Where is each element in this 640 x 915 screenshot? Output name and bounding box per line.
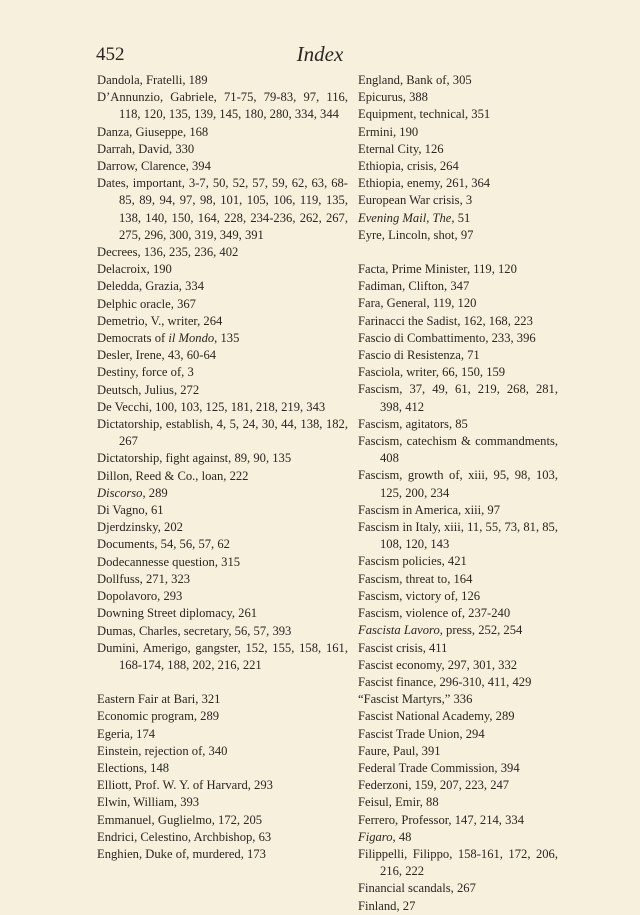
index-entry — [97, 382, 348, 399]
index-entry-text: Darrow, Clarence, 394 — [97, 159, 211, 174]
index-entry — [358, 743, 558, 760]
index-entry-text: Dopolavoro, 293 — [97, 589, 183, 604]
index-entry — [358, 519, 558, 553]
index-entry — [97, 640, 348, 674]
index-entry-italic: Figaro — [358, 829, 393, 844]
index-entry — [358, 347, 558, 364]
index-entry-text: Fascism, victory of, 126 — [358, 588, 481, 603]
index-entry — [97, 623, 348, 640]
index-entry — [358, 72, 558, 89]
index-entry — [358, 640, 558, 657]
index-entry — [97, 278, 348, 295]
index-entry — [97, 364, 348, 381]
index-entry — [97, 485, 348, 502]
index-entry-text: Economic program, 289 — [97, 709, 220, 724]
index-entry-text: Financial scandals, 267 — [358, 881, 476, 896]
index-entry — [358, 416, 558, 433]
index-entry-text: Fadiman, Clifton, 347 — [358, 279, 470, 294]
index-entry — [97, 72, 348, 89]
index-entry-text: Fascist economy, 297, 301, 332 — [358, 657, 518, 672]
index-entry — [97, 743, 348, 760]
index-entry-text: Delacroix, 190 — [97, 262, 172, 277]
index-entry — [358, 210, 558, 227]
index-entry-text: Elwin, William, 393 — [97, 795, 200, 810]
index-entry-text: Djerdzinsky, 202 — [97, 520, 183, 535]
index-entry-text: England, Bank of, 305 — [358, 73, 472, 87]
index-entry — [97, 708, 348, 725]
index-entry-text: Fascio di Combattimento, 233, 396 — [358, 330, 536, 345]
index-entry — [97, 605, 348, 622]
index-entry-text: Decrees, 136, 235, 236, 402 — [97, 245, 239, 260]
index-entry — [358, 691, 558, 708]
index-entry — [358, 760, 558, 777]
index-entry — [358, 846, 558, 880]
index-entry-text: Feisul, Emir, 88 — [358, 795, 439, 810]
index-entry-post: , 289 — [142, 485, 168, 500]
index-entry-text: Enghien, Duke of, murdered, 173 — [97, 846, 266, 861]
index-entry — [358, 571, 558, 588]
index-entry-italic: Evening Mail, The — [358, 210, 452, 225]
index-entry — [358, 313, 558, 330]
index-entry-text: Egeria, 174 — [97, 726, 156, 741]
index-entry-text: Documents, 54, 56, 57, 62 — [97, 537, 230, 552]
index-entry-text: Fascism, agitators, 85 — [358, 416, 468, 431]
index-entry-text: Fascism, catechism & commandments, 408 — [358, 434, 558, 466]
index-entry-text: Fascism, 37, 49, 61, 219, 268, 281, 398, 412 — [358, 382, 558, 414]
index-entry — [358, 657, 558, 674]
index-entry — [97, 691, 348, 708]
index-entry — [97, 261, 348, 278]
index-entry — [358, 295, 558, 312]
index-entry-text: Dumas, Charles, secretary, 56, 57, 393 — [97, 623, 292, 638]
index-entry — [358, 502, 558, 519]
index-entry — [358, 330, 558, 347]
index-entry-text: Delphic oracle, 367 — [97, 296, 196, 311]
index-entry-text: D’Annunzio, Gabriele, 71-75, 79-83, 97, 116, 118, 120, 135, 139, 145, 180, 280, 334, 344 — [97, 90, 348, 122]
index-entry-text: Dumini, Amerigo, gangster, 152, 155, 158, 161, 168-174, 188, 202, 216, 221 — [97, 640, 348, 672]
index-entry-text: Dollfuss, 271, 323 — [97, 571, 191, 586]
index-entry-pre: Democrats of — [97, 331, 169, 346]
index-entry — [97, 554, 348, 571]
index-entry-text: Filippelli, Filippo, 158-161, 172, 206, 216, 222 — [358, 846, 558, 879]
index-entry-text: Fascist National Academy, 289 — [358, 709, 515, 724]
index-entry-text: Federal Trade Commission, 394 — [358, 760, 520, 775]
index-entry-text: Ermini, 190 — [358, 124, 419, 139]
index-entry-text: Farinacci the Sadist, 162, 168, 223 — [358, 313, 533, 328]
index-entry — [97, 175, 348, 244]
index-entry — [358, 553, 558, 570]
index-entry-text: Ferrero, Professor, 147, 214, 334 — [358, 812, 524, 827]
index-entry — [358, 674, 558, 691]
index-entry — [358, 829, 558, 846]
index-entry-post: , 51 — [451, 210, 471, 225]
index-entry — [358, 726, 558, 743]
index-entry — [97, 794, 348, 811]
index-entry — [358, 467, 558, 501]
index-entry-text: Elliott, Prof. W. Y. of Harvard, 293 — [97, 778, 273, 793]
index-entry — [97, 416, 348, 450]
page-title: Index — [296, 42, 344, 66]
index-entry-text: Emmanuel, Guglielmo, 172, 205 — [97, 812, 263, 827]
index-entry-text: Fascism policies, 421 — [358, 554, 467, 569]
index-entry — [97, 571, 348, 588]
index-entry — [97, 244, 348, 261]
index-entry — [97, 347, 348, 364]
index-entry-text: Elections, 148 — [97, 760, 170, 775]
index-entry-text: Dillon, Reed & Co., loan, 222 — [97, 468, 249, 483]
index-entry-text: Fascism in America, xiii, 97 — [358, 502, 501, 517]
index-entry-text: Eyre, Lincoln, shot, 97 — [358, 227, 474, 242]
index-entry-text: “Fascist Martyrs,” 336 — [358, 692, 473, 707]
index-entry — [358, 106, 558, 123]
index-entry-text: Facta, Prime Minister, 119, 120 — [358, 262, 517, 277]
index-entry — [97, 812, 348, 829]
index-entry-text: Finland, 27 — [358, 898, 416, 913]
index-entry-text: Endrici, Celestino, Archbishop, 63 — [97, 829, 272, 844]
index-entry-text: Eternal City, 126 — [358, 141, 444, 156]
index-entry — [97, 536, 348, 553]
index-entry — [358, 794, 558, 811]
index-entry-text: Dictatorship, fight against, 89, 90, 135 — [97, 451, 292, 466]
page-number: 452 — [96, 44, 125, 65]
index-entry-text: Fascism, threat to, 164 — [358, 571, 473, 586]
index-entry-text: European War crisis, 3 — [358, 193, 473, 208]
index-entry-post: , 48 — [392, 829, 412, 844]
index-entry-text: Deutsch, Julius, 272 — [97, 382, 200, 397]
index-entry-text: Eastern Fair at Bari, 321 — [97, 692, 221, 707]
index-entry — [358, 381, 558, 415]
index-entry-text: Einstein, rejection of, 340 — [97, 743, 228, 758]
index-entry — [97, 89, 348, 123]
index-entry — [358, 605, 558, 622]
index-entry-text: Dandola, Fratelli, 189 — [97, 73, 208, 87]
index-entry — [358, 588, 558, 605]
index-entry — [97, 450, 348, 467]
index-entry-text: Fascism in Italy, xiii, 11, 55, 73, 81, 85, 108, 120, 143 — [358, 520, 558, 552]
index-entry — [97, 330, 348, 347]
index-entry — [358, 89, 558, 106]
index-entry — [358, 158, 558, 175]
index-entry-text: Ethiopia, enemy, 261, 364 — [358, 176, 491, 191]
index-entry — [97, 829, 348, 846]
index-entry — [97, 519, 348, 536]
index-entry-text: Fascist Trade Union, 294 — [358, 726, 485, 741]
index-entry-text: Equipment, technical, 351 — [358, 107, 491, 122]
index-column-left — [97, 72, 348, 863]
index-entry-italic: Discorso — [97, 485, 143, 500]
index-entry-text: Fascist crisis, 411 — [358, 640, 448, 655]
index-entry-text: Dodecannesse question, 315 — [97, 554, 241, 569]
index-entry — [358, 708, 558, 725]
index-entry-italic: il Mondo — [168, 331, 215, 346]
index-entry — [358, 364, 558, 381]
index-entry — [358, 227, 558, 244]
index-entry-text: Fasciola, writer, 66, 150, 159 — [358, 365, 506, 380]
index-entry-text: Faure, Paul, 391 — [358, 743, 441, 758]
index-entry-text: Ethiopia, crisis, 264 — [358, 159, 459, 174]
index-entry-text: Danza, Giuseppe, 168 — [97, 124, 209, 139]
index-entry — [97, 502, 348, 519]
index-entry — [97, 588, 348, 605]
index-entry — [358, 622, 558, 639]
index-entry — [358, 812, 558, 829]
index-entry-post: , 135 — [214, 331, 240, 346]
index-entry-text: Fara, General, 119, 120 — [358, 296, 477, 311]
index-entry — [97, 296, 348, 313]
index-entry-text: Darrah, David, 330 — [97, 141, 195, 156]
index-entry — [358, 898, 558, 915]
index-entry-text: Di Vagno, 61 — [97, 503, 164, 518]
index-entry — [97, 777, 348, 794]
index-entry-text: De Vecchi, 100, 103, 125, 181, 218, 219, 343 — [97, 399, 326, 414]
index-entry-post: , press, 252, 254 — [439, 623, 523, 638]
index-entry — [358, 192, 558, 209]
index-entry — [97, 158, 348, 175]
index-entry-text: Fascism, violence of, 237-240 — [358, 606, 511, 621]
index-entry — [358, 175, 558, 192]
index-entry — [358, 124, 558, 141]
index-entry — [97, 124, 348, 141]
index-entry-italic: Fascista Lavoro — [358, 623, 440, 638]
index-entry-text: Fascist finance, 296-310, 411, 429 — [358, 674, 532, 689]
index-entry-text: Dictatorship, establish, 4, 5, 24, 30, 44, 138, 182, 267 — [97, 417, 348, 449]
index-entry — [97, 726, 348, 743]
index-entry-text: Deledda, Grazia, 334 — [97, 279, 204, 294]
index-entry-text: Downing Street diplomacy, 261 — [97, 606, 258, 621]
index-entry — [97, 313, 348, 330]
index-entry-text: Desler, Irene, 43, 60-64 — [97, 348, 217, 363]
index-entry — [97, 846, 348, 863]
index-entry-text: Fascio di Resistenza, 71 — [358, 348, 480, 363]
index-entry — [358, 777, 558, 794]
index-entry — [97, 468, 348, 485]
index-entry — [358, 141, 558, 158]
index-entry — [358, 433, 558, 467]
index-entry — [358, 880, 558, 897]
index-entry-text: Federzoni, 159, 207, 223, 247 — [358, 778, 510, 793]
index-entry — [358, 261, 558, 278]
index-entry-text: Demetrio, V., writer, 264 — [97, 313, 223, 328]
index-entry — [97, 760, 348, 777]
index-entry-text: Destiny, force of, 3 — [97, 365, 194, 380]
index-entry — [358, 278, 558, 295]
index-entry-text: Fascism, growth of, xiii, 95, 98, 103, 125, 200, 234 — [358, 468, 558, 500]
index-entry-text: Epicurus, 388 — [358, 90, 428, 105]
index-entry — [97, 399, 348, 416]
index-column-right — [358, 72, 558, 915]
index-entry — [97, 141, 348, 158]
index-entry-text: Dates, important, 3-7, 50, 52, 57, 59, 62, 63, 68-85, 89, 94, 97, 98, 101, 105, 106, 119, 135, 138, 140, 150, 164, 228, 234-236, 262, 267, 275, 296, 300, 319, 349, 391 — [97, 176, 348, 242]
